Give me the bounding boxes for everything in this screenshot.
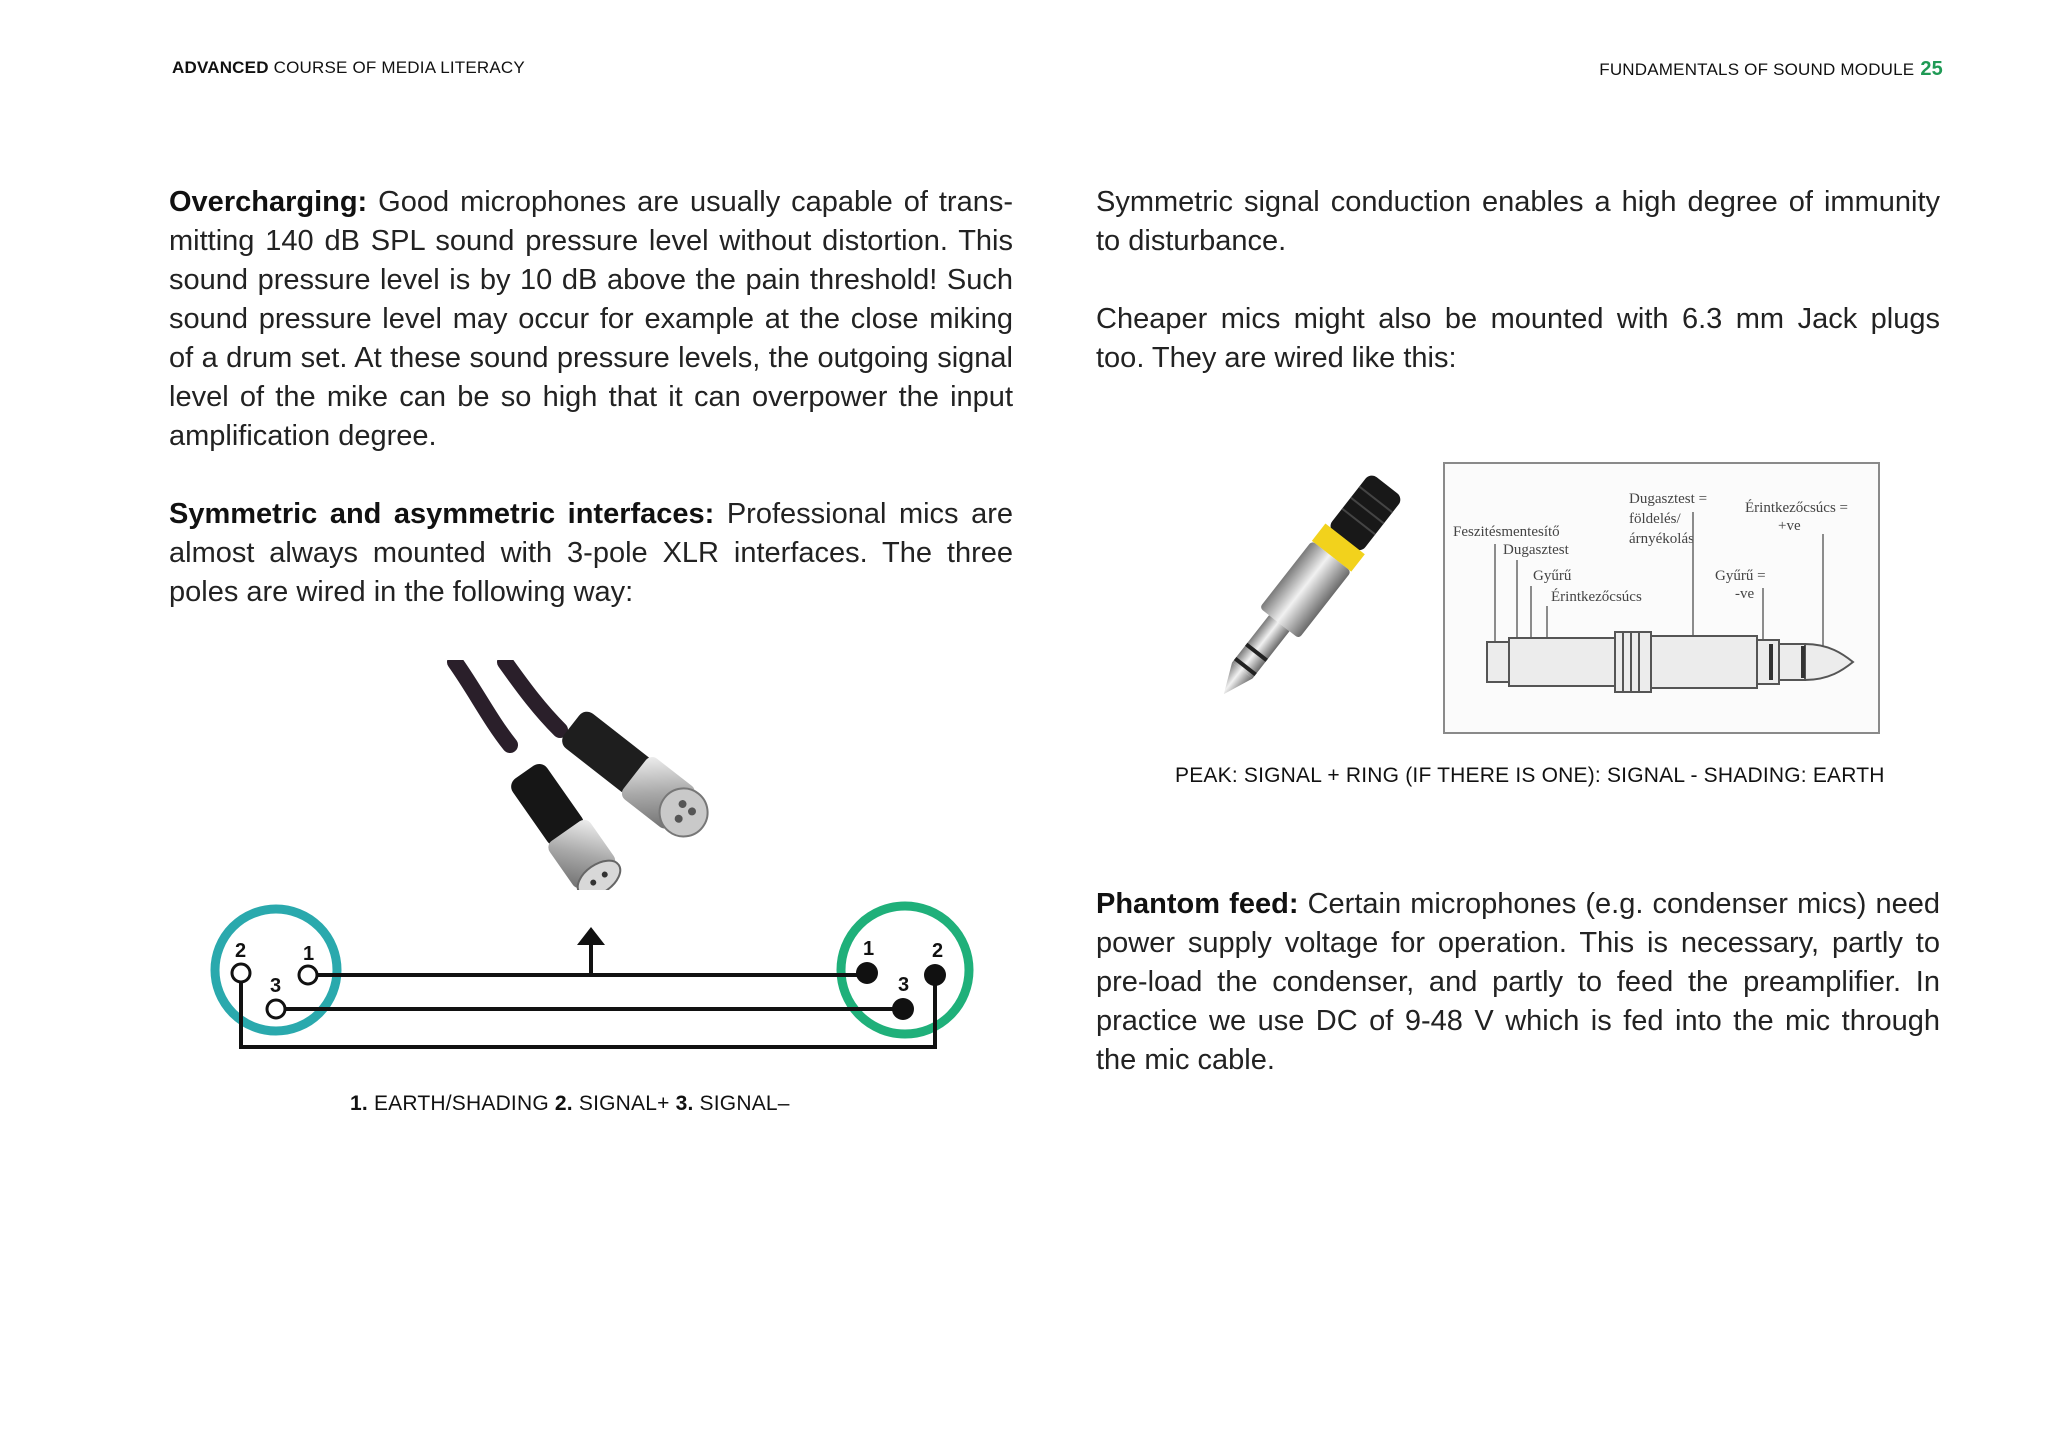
pin-number: 1 bbox=[303, 943, 315, 965]
paragraph-body: Certain microphones (e.g. condenser mics) need power supply voltage for operation. This is necessary, partly to pre-load the condenser, and partly to feed the preamplifier. In practice we use DC of 9-48 V which is fed into the mic through the mic cable. bbox=[1096, 888, 1940, 1076]
jack-plug-photo bbox=[1180, 465, 1420, 730]
diagram-label: Dugasztest bbox=[1503, 542, 1569, 558]
caption-number: 1. bbox=[350, 1092, 368, 1115]
jack-plug-diagram bbox=[1443, 462, 1880, 734]
right-column-top bbox=[1096, 183, 1940, 378]
xlr-caption bbox=[350, 1092, 790, 1116]
diagram-label: Gyűrű = bbox=[1715, 568, 1766, 584]
course-level: ADVANCED bbox=[172, 58, 269, 77]
pin-number: 3 bbox=[270, 975, 282, 997]
paragraph-body: Professional mics are almost always mounted with 3-pole XLR interfaces. The three poles are wired in the following way: bbox=[169, 498, 1013, 608]
paragraph-title: Phantom feed: bbox=[1096, 888, 1299, 920]
xlr-wiring-diagram bbox=[205, 895, 985, 1055]
running-head-right bbox=[1599, 58, 1943, 81]
page-number: 25 bbox=[1920, 58, 1943, 80]
caption-text: SIGNAL– bbox=[693, 1092, 790, 1115]
right-column-bottom bbox=[1096, 885, 1940, 1080]
caption-number: 2. bbox=[554, 1092, 573, 1115]
diagram-label: Gyűrű bbox=[1533, 568, 1572, 584]
running-head-left bbox=[172, 58, 525, 78]
pin-number: 3 bbox=[898, 974, 910, 996]
paragraph-body: Good microphones are usually capable of transmitting 140 dB SPL sound pressure level without distortion. This sound pressure level is by 10 dB above the pain threshold! Such sound pressure level may occur for example at the close miking of a drum set. At these sound pressure levels, the outgoing signal level of the mike can be so high that it can overpower the input amplification degree. bbox=[169, 186, 1013, 452]
paragraph-jack: Cheaper mics might also be mounted with 6.3 mm Jack plugs too. They are wired like this: bbox=[1096, 303, 1940, 374]
diagram-label: Érintkezőcsúcs = bbox=[1745, 500, 1849, 516]
pin-number: 2 bbox=[932, 940, 944, 962]
course-title: COURSE OF MEDIA LITERACY bbox=[268, 58, 525, 77]
diagram-label: árnyékolás bbox=[1629, 531, 1694, 547]
caption-number: 3. bbox=[675, 1092, 694, 1115]
pin-number: 2 bbox=[235, 940, 247, 962]
diagram-label: Érintkezőcsúcs bbox=[1551, 589, 1642, 605]
diagram-label: Dugasztest = bbox=[1629, 491, 1708, 507]
jack-caption: PEAK: SIGNAL + RING (IF THERE IS ONE): SIGNAL - SHADING: EARTH bbox=[1175, 764, 1885, 787]
caption-text: EARTH/SHADING bbox=[367, 1092, 555, 1115]
diagram-label: +ve bbox=[1778, 518, 1801, 534]
left-column bbox=[169, 183, 1013, 612]
diagram-label: Feszitésmentesítő bbox=[1453, 524, 1560, 540]
paragraph-symmetric: Symmetric signal conduction enables a high degree of immunity to disturbance. bbox=[1096, 186, 1940, 257]
paragraph-title: Overcharging: bbox=[169, 186, 368, 218]
diagram-label: földelés/ bbox=[1629, 511, 1681, 527]
paragraph-overcharging bbox=[169, 183, 1013, 456]
module-title: FUNDAMENTALS OF SOUND MODULE bbox=[1599, 60, 1915, 79]
paragraph-title: Symmetric and asymmetric interfaces: bbox=[169, 498, 715, 530]
paragraph-phantom bbox=[1096, 885, 1940, 1080]
diagram-label: -ve bbox=[1735, 586, 1755, 602]
caption-text: SIGNAL+ bbox=[572, 1092, 676, 1115]
pin-number: 1 bbox=[863, 938, 875, 960]
paragraph-interfaces bbox=[169, 495, 1013, 612]
xlr-cable-photo bbox=[430, 660, 750, 890]
